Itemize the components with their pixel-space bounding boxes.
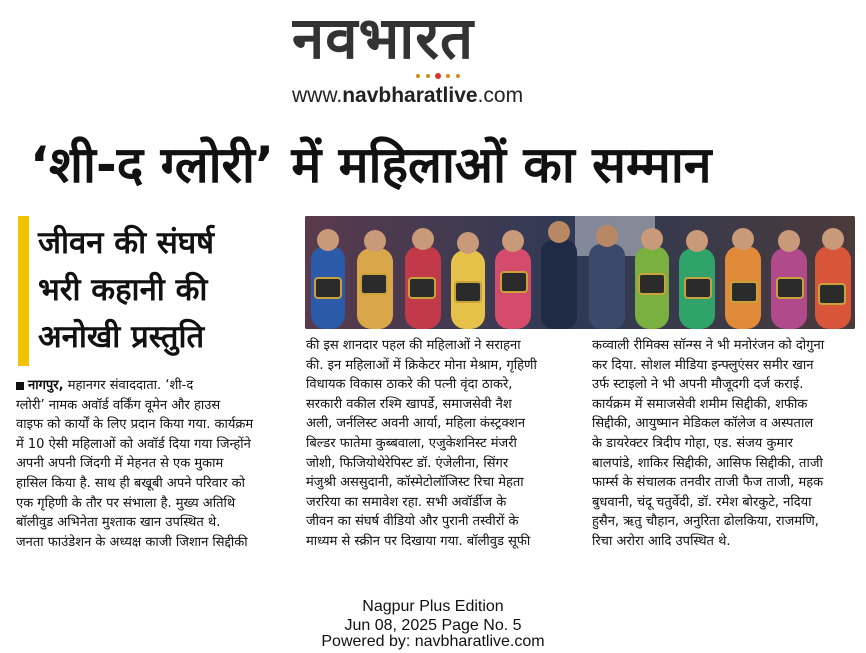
article-line: ग्लोरी’ नामक अवॉर्ड वर्किंग वूमेन और हाउस — [16, 397, 221, 413]
article-column-2 — [306, 336, 582, 588]
masthead-url — [292, 84, 572, 108]
article-text: महानगर संवाददाता. ‘शी-द — [67, 378, 194, 393]
side-headline-line: अनोखी प्रस्तुति — [38, 319, 205, 355]
footer-date-page: Jun 08, 2025 Page No. 5 — [344, 617, 522, 634]
article-line: मंजुश्री अससुदानी, कॉस्मेटोलॉजिस्ट रिचा मेहता — [306, 475, 524, 491]
article-line: उर्फ स्टाइलो ने भी अपनी मौजूदगी दर्ज कराई. — [592, 377, 804, 393]
article-line: जोशी, फिजियोथेरेपिस्ट डॉ. एंजेलीना, सिंगर — [306, 455, 509, 471]
award-ceremony-photo — [305, 216, 855, 329]
footer-edition: Nagpur Plus Edition — [362, 598, 504, 615]
masthead-ornament — [408, 70, 468, 82]
page-headline: ‘शी-द ग्लोरी’ में महिलाओं का सम्मान — [30, 136, 712, 194]
side-headline — [38, 220, 300, 370]
award-ceremony-illustration — [305, 216, 855, 329]
article-line — [16, 376, 300, 396]
masthead-url-prefix: www. — [292, 84, 343, 107]
article-line: जीवन का संघर्ष वीडियो और पुरानी तस्वीरों के — [306, 514, 519, 530]
article-line: कर दिया. सोशल मीडिया इन्फ्लुएंसर समीर खान — [592, 357, 814, 373]
article-line: की इस शानदार पहल की महिलाओं ने सराहना — [306, 338, 521, 353]
article-line: अली, जर्नलिस्ट अवनी आर्या, महिला कंस्ट्रक्शन — [306, 416, 526, 432]
article-line: में 10 ऐसी महिलाओं को अवॉर्ड दिया गया जिन्होंने — [16, 436, 251, 452]
article-line: बालपांडे, शाकिर सिद्दीकी, आसिफ सिद्दीकी, ताजी — [592, 455, 823, 471]
article-line: की. इन महिलाओं में क्रिकेटर मोना मेश्राम, गृहिणी — [306, 357, 537, 373]
side-headline-line: जीवन की संघर्ष — [38, 225, 215, 261]
masthead-url-suffix: .com — [477, 84, 524, 107]
article-line: जररिया का समावेश रहा. सभी अवॉर्डीज के — [306, 494, 507, 510]
article-column-3 — [592, 336, 854, 566]
article-line: बुधवानी, चंदू चतुर्वेदी, डॉ. रमेश बोरकुटे, नदिया — [592, 494, 812, 510]
article-dateline: नागपुर, — [28, 378, 64, 393]
article-line: हुसैन, ऋतु चौहान, अनुरिता ढोलकिया, राजमणि, — [592, 514, 819, 530]
article-line: फार्म्स के संचालक तनवीर ताजी फैज ताजी, महक — [592, 475, 824, 491]
article-line: हासिल किया है. साथ ही बखूबी अपने परिवार को — [16, 475, 246, 491]
footer-powered-by: Powered by: navbharatlive.com — [321, 633, 545, 650]
side-headline-line: भरी कहानी की — [38, 272, 208, 308]
article-line: माध्यम से स्क्रीन पर दिखाया गया. बॉलीवुड सूफी — [306, 533, 531, 549]
article-line: के डायरेक्टर त्रिदीप गोहा, एड. संजय कुमार — [592, 435, 793, 451]
dateline-bullet-icon — [16, 382, 24, 390]
article-line: बॉलीवुड अभिनेता मुश्ताक खान उपस्थित थे. — [16, 515, 221, 531]
article-line: वाइफ को कार्यों के लिए प्रदान किया गया. कार्यक्रम — [16, 417, 254, 433]
masthead-url-domain: navbharatlive — [342, 84, 478, 107]
article-column-1 — [16, 376, 300, 582]
article-line: बिल्डर फातेमा कुब्बवाला, एजुकेशनिस्ट मंजरी — [306, 435, 517, 451]
article-line: एक गृहिणी के तौर पर संभाला है. मुख्य अतिथि — [16, 495, 236, 511]
masthead-logo: नवभारत — [292, 6, 475, 70]
article-line: विधायक विकास ठाकरे की पत्नी वृंदा ठाकरे, — [306, 377, 513, 393]
article-line: कार्यक्रम में समाजसेवी शमीम सिद्दीकी, शफीक — [592, 396, 808, 412]
side-headline-accent-bar — [18, 216, 29, 366]
article-line: कव्वाली रीमिक्स सॉन्ग्स ने भी मनोरंजन को दोगुना — [592, 338, 825, 353]
article-line: रिचा अरोरा आदि उपस्थित थे. — [592, 533, 731, 549]
article-line: अपनी अपनी जिंदगी में मेहनत से एक मुकाम — [16, 456, 224, 472]
article-line: जनता फाउंडेशन के अध्यक्ष काजी जिशान सिद्दीकी — [16, 534, 248, 550]
article-line: सरकारी वकील रश्मि खापर्डे, समाजसेवी नैश — [306, 396, 512, 412]
article-line: सिद्दीकी, आयुष्मान मेडिकल कॉलेज व अस्पताल — [592, 416, 814, 432]
